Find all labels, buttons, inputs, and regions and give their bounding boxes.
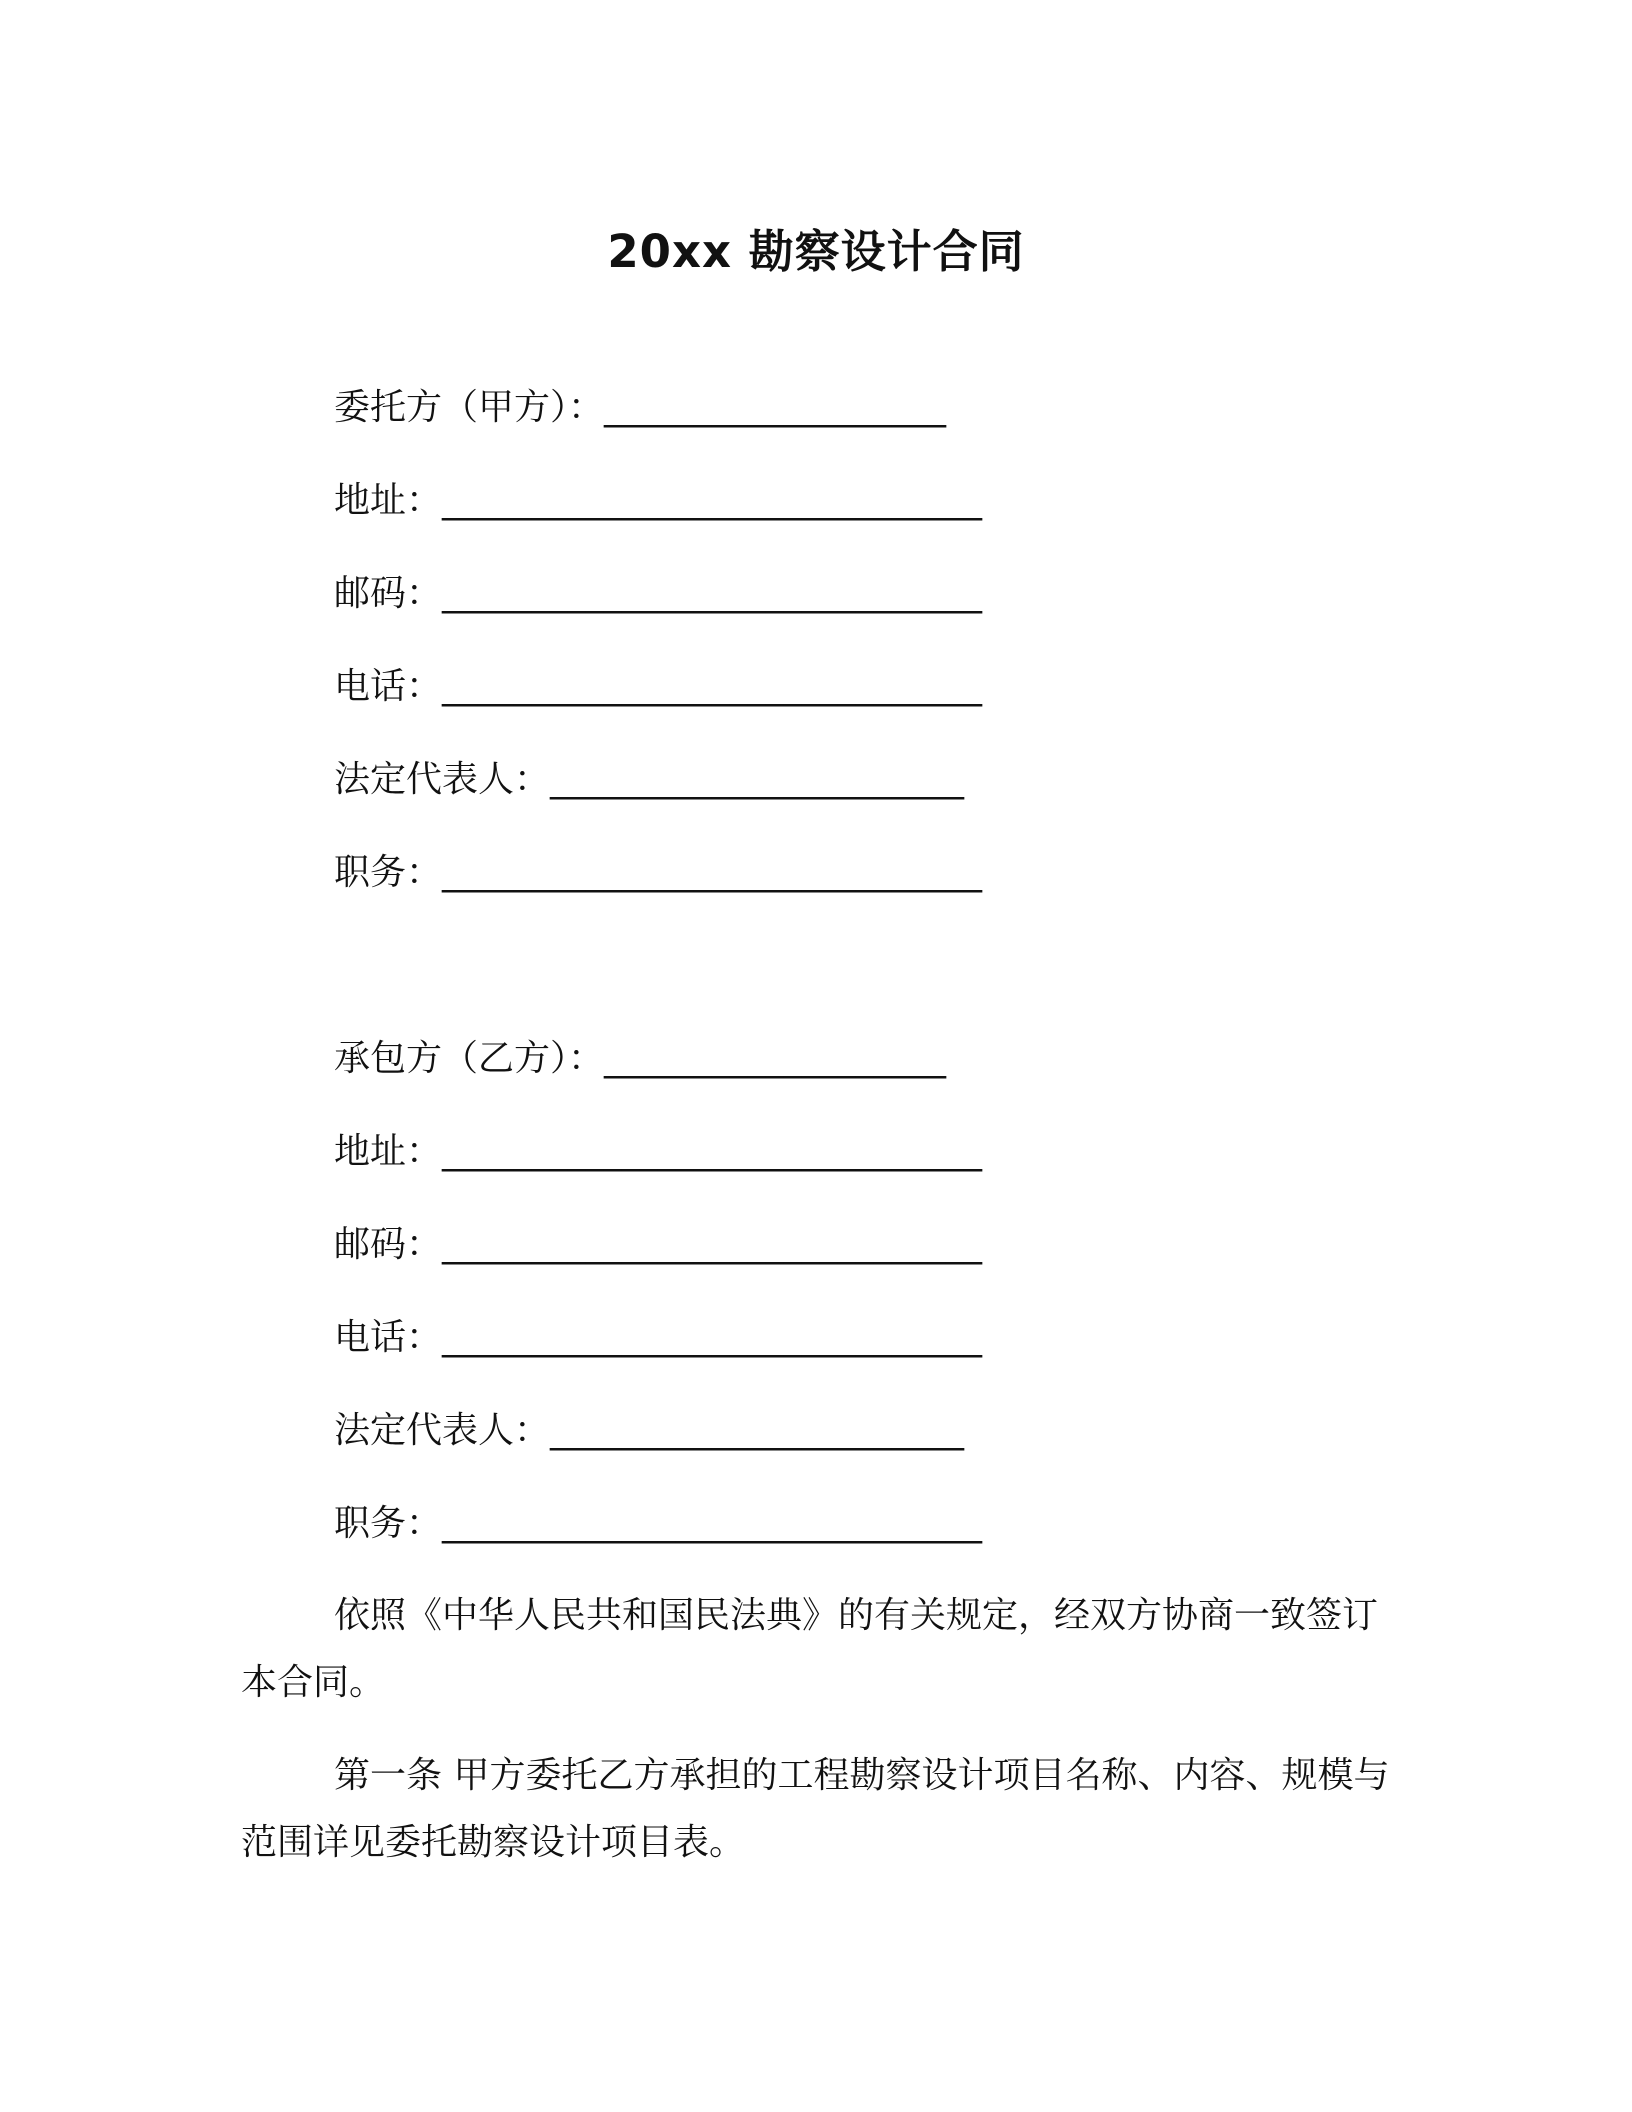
party-a-name-blank: ___________________	[604, 387, 947, 428]
party-b-name-field	[334, 1034, 946, 1084]
party-b-name-blank: ___________________	[604, 1038, 947, 1079]
party-b-address-field	[334, 1127, 982, 1177]
party-b-phone-blank: ______________________________	[442, 1317, 983, 1358]
party-a-name-label: 委托方（甲方）：	[334, 387, 605, 428]
party-a-address-blank: ______________________________	[442, 480, 983, 521]
contract-title: 20xx 勘察设计合同	[607, 225, 1025, 278]
article-one-paragraph	[241, 1742, 1391, 1876]
party-b-position-blank: ______________________________	[442, 1503, 983, 1544]
party-a-legal-rep-label: 法定代表人：	[334, 759, 551, 800]
party-b-address-blank: ______________________________	[442, 1131, 983, 1172]
party-b-postcode-label: 邮码：	[334, 1224, 443, 1265]
party-a-position-blank: ______________________________	[442, 852, 983, 893]
party-a-phone-label: 电话：	[334, 666, 443, 707]
party-b-position-field	[334, 1499, 982, 1549]
party-b-legal-rep-blank: _______________________	[550, 1410, 965, 1451]
article-one-paragraph-text: 第一条 甲方委托乙方承担的工程勘察设计项目名称、内容、规模与范围详见委托勘察设计项目表。	[241, 1755, 1390, 1863]
party-b-position-label: 职务：	[334, 1503, 443, 1544]
party-a-position-field	[334, 848, 982, 898]
party-a-address-label: 地址：	[334, 480, 443, 521]
party-a-position-label: 职务：	[334, 852, 443, 893]
party-a-postcode-blank: ______________________________	[442, 573, 983, 614]
party-a-address-field	[334, 476, 982, 526]
party-a-legal-rep-field	[334, 755, 964, 805]
party-b-name-label: 承包方（乙方）：	[334, 1038, 605, 1079]
party-a-postcode-label: 邮码：	[334, 573, 443, 614]
party-b-legal-rep-label: 法定代表人：	[334, 1410, 551, 1451]
intro-paragraph-text: 依照《中华人民共和国民法典》的有关规定，经双方协商一致签订本合同。	[241, 1595, 1379, 1703]
party-a-postcode-field	[334, 569, 982, 619]
party-b-postcode-field	[334, 1220, 982, 1270]
party-a-phone-field	[334, 662, 982, 712]
intro-paragraph	[241, 1582, 1391, 1716]
party-b-address-label: 地址：	[334, 1131, 443, 1172]
party-b-postcode-blank: ______________________________	[442, 1224, 983, 1265]
party-a-name-field	[334, 383, 946, 433]
party-a-legal-rep-blank: _______________________	[550, 759, 965, 800]
party-a-phone-blank: ______________________________	[442, 666, 983, 707]
party-b-phone-label: 电话：	[334, 1317, 443, 1358]
party-b-legal-rep-field	[334, 1406, 964, 1456]
party-b-phone-field	[334, 1313, 982, 1363]
